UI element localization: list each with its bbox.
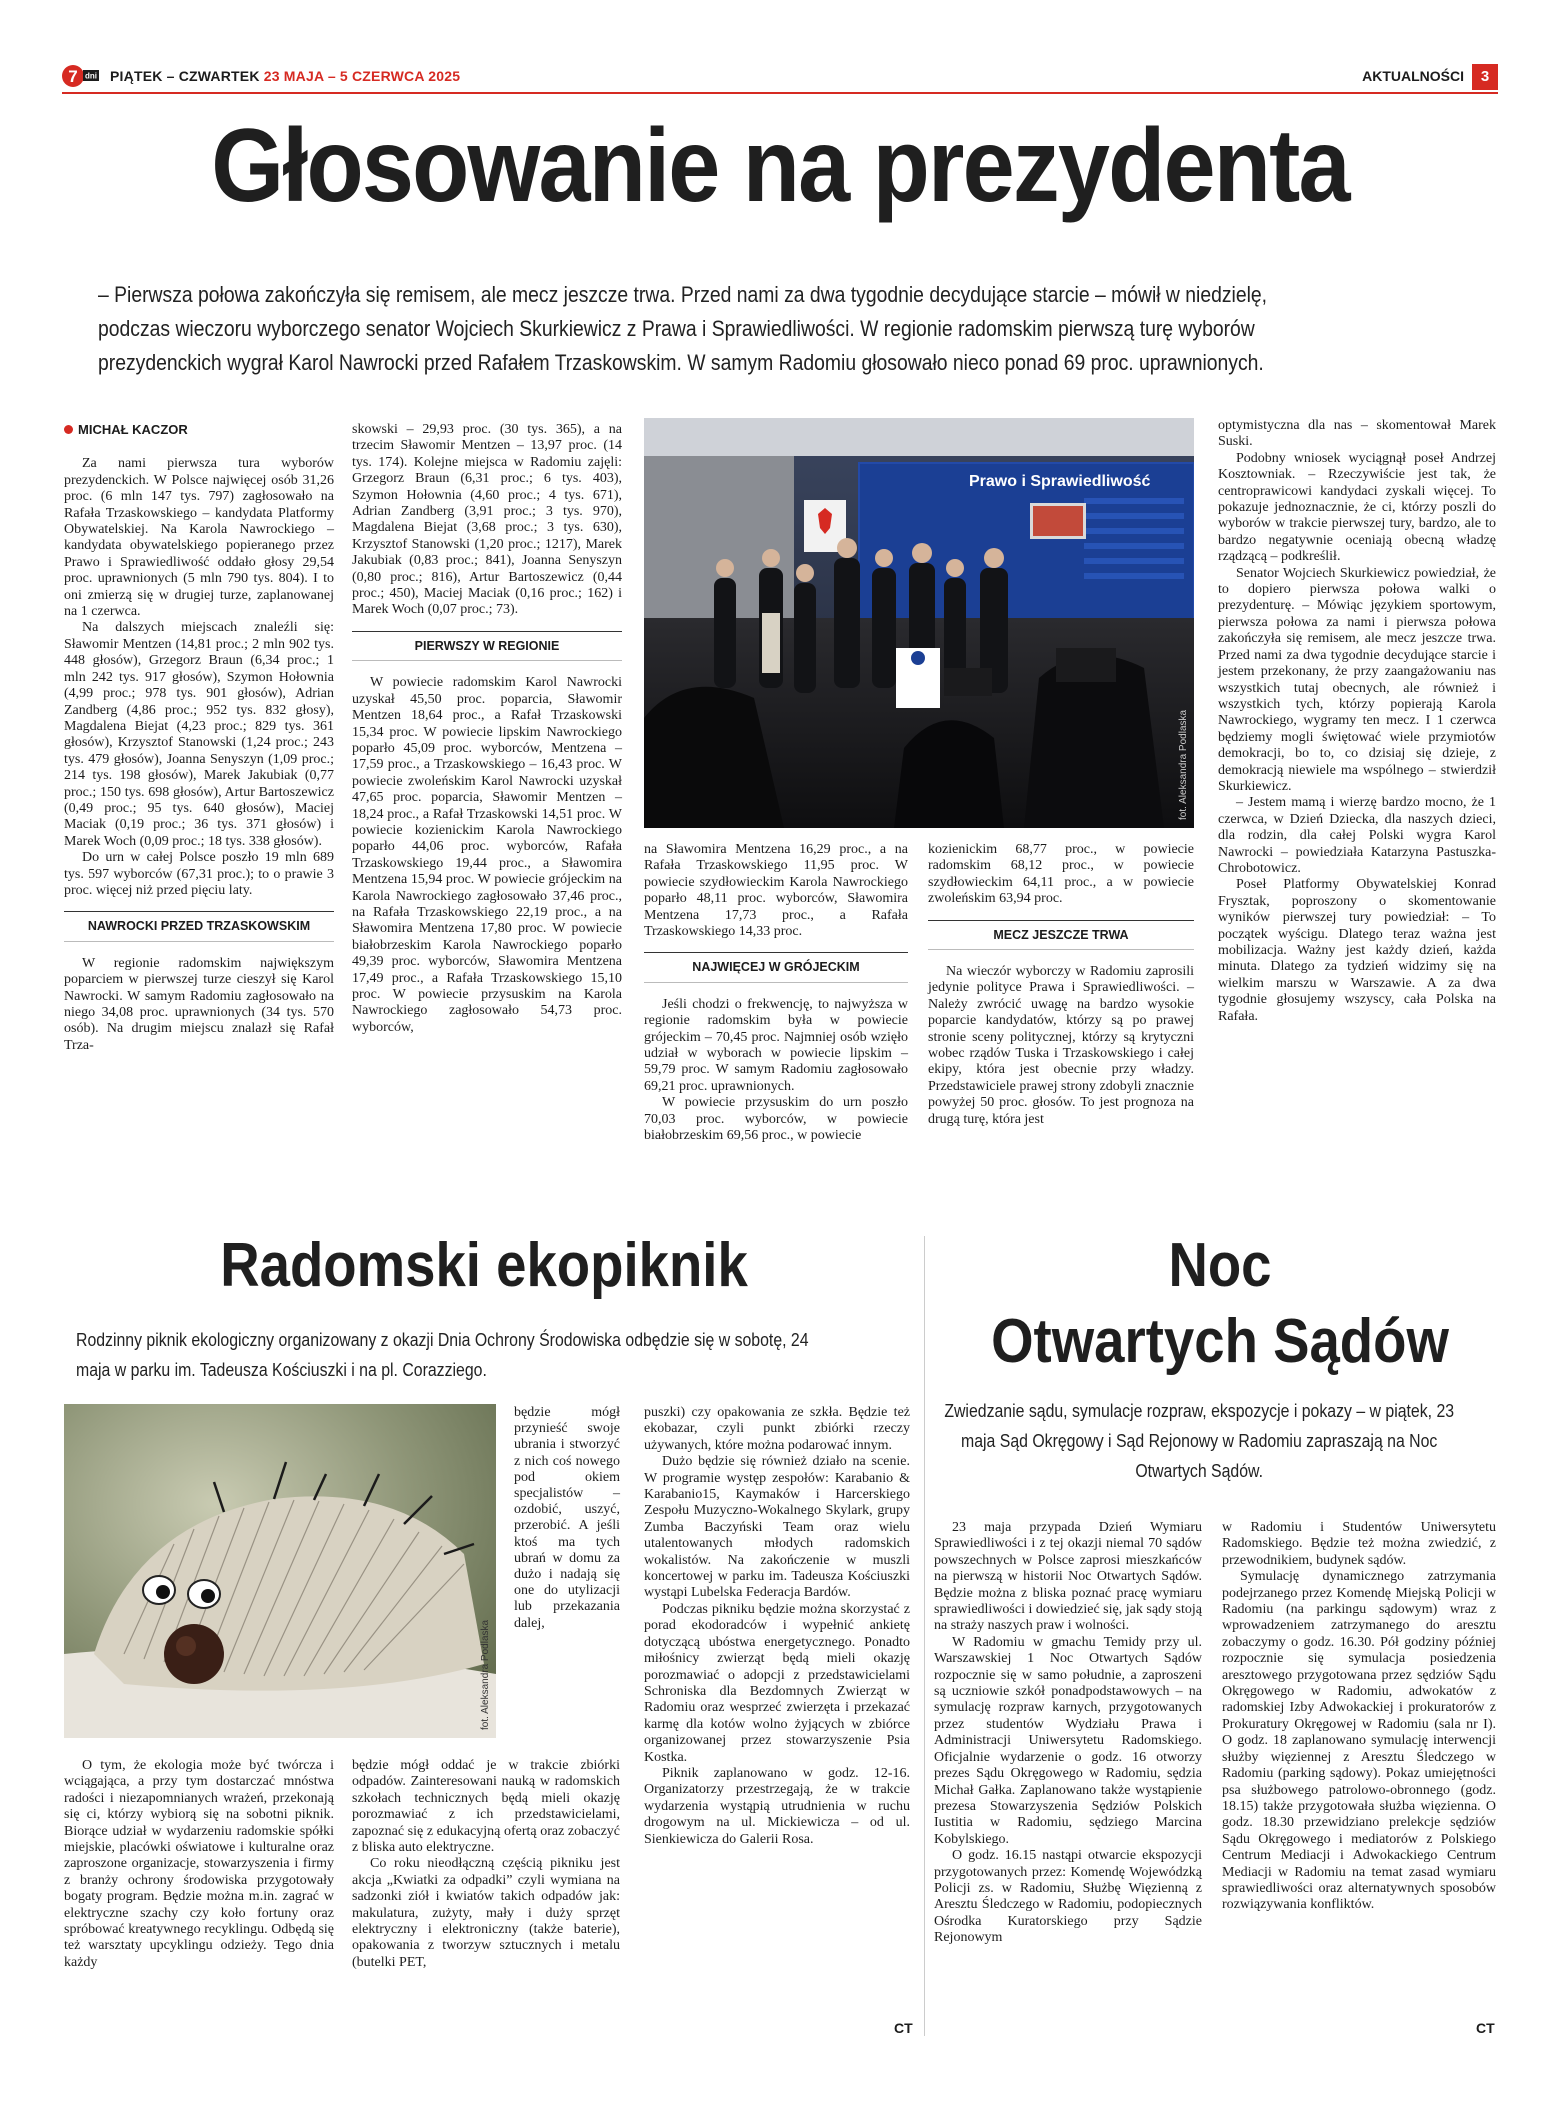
paragraph: W regionie radomskim największym poparciem w pierwszej turze cieszył się Karol Nawrocki. W samym Radomiu zagłosowało na niego 34,08 proc. uprawnionych (34 tys. 570 osób). Na drugim miejscu znalazł się Rafał Trza- (64, 955, 334, 1053)
paragraph: skowski – 29,93 proc. (30 tys. 365), a na trzecim Sławomir Mentzen – 13,97 proc. (14 tys. 174). Kolejne miejsca w Radomiu zajęli: Grzegorz Braun (6,31 proc.; 6 tys. 403), Szymon Hołownia (4,60 proc.; 4 tys. 671), Adrian Zandberg (3,91 proc.; 3 tys. 970), Magdalena Biejat (3,68 proc.; 3 tys. 630), Krzysztof Stanowski (1,20 proc.; 1217), Marek Jakubiak (0,83 proc.; 841), Joanna Senyszyn (0,80 proc.; 816), Artur Bartoszewicz (0,44 proc.; 450), Maciej Maciak (0,16 proc.; 162) i Marek Woch (0,07 proc.; 73). (352, 422, 622, 618)
issue-dates: 23 MAJA – 5 CZERWCA 2025 (263, 68, 461, 84)
paragraph: 23 maja przypada Dzień Wymiaru Sprawiedliwości i z tej okazji niemal 70 sądów powszechnych w Polsce zaprosi mieszkańców na pierwszą w historii Noc Otwartych Sądów. Będzie można z bliska poznać pracę wymiaru sprawiedliwości i dowiedzieć się, jak sądy stoją na straży naszych praw i wolności. (934, 1520, 1202, 1634)
paragraph: Na wieczór wyborczy w Radomiu zaprosili jedynie polityce Prawa i Sprawiedliwości. – Należy zwrócić uwagę na bardzo wysokie poparcie kandydatów, którzy są po prawej stronie sceny politycznej, którzy są krytyczni wobec rządów Tuska i Trzaskowskiego i całej ekipy, która jest obecnie przy władzy. Przedstawiciele prawej strony zdobyli znacznie powyżej 50 proc. głosów. To jest prognoza na drugą turę, która jest (928, 964, 1194, 1127)
page-header (62, 64, 1498, 94)
paragraph: będzie mógł przynieść swoje ubrania i stworzyć z nich coś nowego pod okiem specjalistów – ozdobić, uszyć, przerobić. A jeśli ktoś ma tych ubrań w domu za dużo i nadają się one do utylizacji lub przekazania dalej, (514, 1405, 620, 1631)
author-name: MICHAŁ KACZOR (78, 422, 188, 437)
section-name: AKTUALNOŚCI (1362, 68, 1464, 84)
subheading: NAJWIĘCEJ W GRÓJECKIM (644, 952, 908, 982)
bullet-icon (64, 425, 73, 434)
courts-headline-line1: Noc (1168, 1231, 1272, 1300)
photo-credit: fot. Aleksandra Podlaska (1178, 709, 1189, 820)
article-column-5 (1218, 418, 1496, 1025)
article-column-1 (64, 422, 334, 1054)
paragraph: O godz. 16.15 nastąpi otwarcie ekspozycji przygotowanych przez: Komendę Wojewódzką Policji zs. w Radomiu, Służbę Więzienną z Aresztu Śledczego w Radomiu, podopiecznych Ośrodka Kuratorskiego przy Sądzie Rejonowym (934, 1848, 1202, 1946)
paragraph: Co roku nieodłączną częścią pikniku jest akcja „Kwiatki za odpadki” czyli wymiana na sadzonki ziół i kwiatów takich odpadów jak: makulatura, zużyty, mały i duży sprzęt elektryczny i elektroniczny (także baterie), opakowania z tworzyw sztucznych i metalu (butelki PET, (352, 1856, 620, 1970)
paragraph: Piknik zaplanowano w godz. 12-16. Organizatorzy przestrzegają, że w trakcie wydarzenia wystąpią utrudnienia w ruchu drogowym na ul. Mickiewicza – od ul. Sienkiewicza do Galerii Rosa. (644, 1765, 910, 1847)
courts-headline (977, 1228, 1463, 1380)
newspaper-logo (62, 64, 100, 88)
courts-signature: CT (1476, 2020, 1495, 2036)
paragraph: W powiecie radomskim Karol Nawrocki uzyskał 45,50 proc. poparcia, Sławomir Mentzen 18,64 proc., a Rafał Trzaskowski 15,34 proc. W powiecie lipskim Nawrockiego poparło 45,09 proc. wyborców, Mentzena – 17,59 proc., a Trzaskowskiego – 16,43 proc. W powiecie zwoleńskim Karol Nawrocki uzyskał 47,65 proc. poparcia, Sławomir Mentzen – 18,24 proc., a Rafał Trzaskowski 14,51 proc. W powiecie kozienickim Karola Nawrockiego poparło 44,06 proc. wyborców, Rafała Trzaskowskiego 19,44 proc., a Sławomira Mentzena 15,94 proc. W powiecie grójeckim na Karola Nawrockiego zagłosowało 37,46 proc., na Rafała Trzaskowskiego 22,19 proc., a na Sławomira Mentzena 17,80 proc. W powiecie białobrzeskim Karola Nawrockiego poparło 49,39 proc. wyborców, Sławomira Mentzena 17,49 proc., a Rafała Trzaskowskiego 15,10 proc. W powiecie przysuskim na Karola Nawrockiego zagłosowało 54,73 proc. wyborców, (352, 675, 622, 1035)
courts-column-2 (1222, 1520, 1496, 1914)
paragraph: – Jestem mamą i wierzę bardzo mocno, że 1 czerwca, w Dzień Dziecka, dla naszych dzieci, dla rodzin, dla całej Polski wygra Karol Nawrocki – powiedziała Katarzyna Pastuszka-Chrobotowicz. (1218, 795, 1496, 876)
paragraph: Poseł Platformy Obywatelskiej Konrad Frysztak, poproszony o skomentowanie wyników pierwszej tury powiedział: – To początek wyścigu. Dlatego teraz ważna jest mobilizacja. Ważny jest każdy dzień, każda minuta. Dlatego za tydzień widzimy się na wielkim marszu w Warszawie. A za dwa tygodnie głosujemy wszyscy, cała Polska na Rafała. (1218, 877, 1496, 1024)
hedgehog-photo (64, 1404, 496, 1738)
issue-days: PIĄTEK – CZWARTEK (110, 68, 260, 84)
paragraph: na Sławomira Mentzena 16,29 proc., a na Rafała Trzaskowskiego 11,95 proc. W powiecie szydłowieckim Karola Nawrockiego poparło 48,11 proc. wyborców, Sławomira Mentzena 17,73 proc., a Rafała Trzaskowskiego 14,33 proc. (644, 842, 908, 940)
article-column-2 (352, 422, 622, 1036)
article-column-4 (928, 842, 1194, 1128)
paragraph: Podczas pikniku będzie można skorzystać z porad ekodoradców i wypełnić ankietę dotyczącą ubóstwa energetycznego. Ponadto miłośnicy zwierząt będą mieli okazję porozmawiać o adopcji z przedstawicielami Schroniska dla Bezdomnych Zwierząt w Radomiu oraz wesprzeć zwierzęta i przekazać karmę dla kotów wolno żyjących w zbiórce organizowanej przez stowarzyszenie Psia Kostka. (644, 1601, 910, 1765)
paragraph: kozienickim 68,77 proc., w powiecie radomskim 68,12 proc., w powiecie szydłowieckim 64,11 proc., a w powiecie zwoleńskim 63,94 proc. (928, 842, 1194, 907)
eko-column-3 (644, 1405, 910, 1848)
paragraph: O tym, że ekologia może być twórcza i wciągająca, a przy tym dostarczać mnóstwa radości i niezapomnianych wrażeń, przekonają się ci, którzy wybiorą się na sobotni piknik. Biorące udział w wydarzeniu radomskie spółki miejskie, placówki oświatowe i kulturalne oraz zaproszone organizacje, stowarzyszenia i firmy z branży ochrony środowiska przygotowały bogaty program. Będzie można m.in. zagrać w elektryczne szachy czy koło fortuny oraz spróbować kreatywnego recyklingu. Odbędą się też warsztaty upcyklingu odzieży. Tego dnia każdy (64, 1758, 334, 1970)
logo-number: 7 (68, 67, 78, 86)
issue-dateline (110, 68, 460, 84)
eko-narrow-column (514, 1405, 620, 1632)
courts-column-1 (934, 1520, 1202, 1947)
page-number: 3 (1472, 64, 1498, 90)
paragraph: w Radomiu i Studentów Uniwersytetu Radomskiego. Będzie też można zwiedzić, z przewodnikiem, budynek sądów. (1222, 1520, 1496, 1568)
paragraph: Do urn w całej Polsce poszło 19 mln 689 tys. 597 wyborców (67,31 proc.); to o prawie 3 proc. więcej niż przed pięciu laty. (64, 850, 334, 898)
author-byline (64, 422, 334, 438)
main-lead: – Pierwsza połowa zakończyła się remisem, ale mecz jeszcze trwa. Przed nami za dwa tygodnie decydujące starcie – mówił w niedzielę, podczas wieczoru wyborczego senator Wojciech Skurkiewicz z Prawa i Sprawiedliwości. W regionie radomskim pierwszą turę wyborów prezydenckich wygrał Karol Nawrocki przed Rafałem Trzaskowskim. W samym Radomiu głosowało nieco ponad 69 proc. uprawnionych. (98, 282, 1268, 375)
eko-signature: CT (894, 2020, 913, 2036)
subheading: NAWROCKI PRZED TRZASKOWSKIM (64, 911, 334, 941)
eko-column-2 (352, 1758, 620, 1971)
logo-sub: dni (85, 71, 97, 81)
paragraph: Na dalszych miejscach znaleźli się: Sławomir Mentzen (14,81 proc.; 2 mln 902 tys. 448 głosów), Grzegorz Braun (6,34 proc.; 1 mln 242 tys. 917 głosów), Szymon Hołownia (4,99 proc.; 978 tys. 901 głosów), Adrian Zandberg (4,86 proc.; 952 tys. 832 głosy), Magdalena Biejat (4,23 proc.; 829 tys. 361 głosów), Krzysztof Stanowski (1,24 proc.; 243 tys. 479 głosów), Joanna Senyszyn (1,09 proc.; 214 tys. 198 głosów), Marek Jakubiak (0,77 proc.; 150 tys. 698 głosów), Artur Bartoszewicz (0,49 proc.; 95 tys. 640 głosów), Maciej Maciak (0,19 proc.; 36 tys. 371 głosów) i Marek Woch (0,09 proc.; 18 tys. 338 głosów). (64, 620, 334, 849)
election-night-photo (644, 418, 1194, 828)
paragraph: Symulację dynamicznego zatrzymania podejrzanego przez Komendę Miejską Policji w Radomiu (na parkingu sądowym) wraz z wprowadzeniem zatrzymanego do aresztu zobaczymy o godz. 16.30. Pół godziny później rozpocznie się symulacja posiedzenia aresztowego przygotowana przez sędziów Sądu Okręgowego w Radomiu, adwokatów z radomskiej Izby Adwokackiej i prokuratorów z Prokuratury Okręgowej w Radomiu (sala nr I). O godz. 18 zaplanowano symulację interwencji służby więziennej z Aresztu Śledczego w Radomiu (parking sądowy). Pokaz umiejętności psa służbowego patrolowo-obronnego (godz. 18.15) także przygotowała służba więzienna. O godz. 18.30 przewidziano prelekcje sędziów Sądu Okręgowego i mediatorów z Polskiego Centrum Mediacji i Adwokackiego Centrum Mediacji w Radomiu na temat zasad wymiaru sprawiedliwości oraz alternatywnych sposobów rozwiązywania konfliktów. (1222, 1569, 1496, 1913)
paragraph: Jeśli chodzi o frekwencję, to najwyższa w regionie radomskim była w powiecie grójeckim – 70,45 proc. Najmniej osób wzięło udział w wyborach w powiecie lipskim – 59,79 proc. W samym Radomiu zagłosowało 69,21 proc. uprawnionych. (644, 996, 908, 1094)
courts-lead: Zwiedzanie sądu, symulacje rozpraw, ekspozycje i pokazy – w piątek, 23 maja Sąd Okręgowy i Sąd Rejonowy w Radomiu zapraszają na Noc Otwartych Sądów. (944, 1401, 1455, 1481)
subheading: MECZ JESZCZE TRWA (928, 920, 1194, 950)
paragraph: Senator Wojciech Skurkiewicz powiedział, że to dopiero pierwsza połowa walki o prezydenturę. – Mówiąc językiem sportowym, pierwsza połowa za nami i pierwsza połowa zakończyła się remisem, ale mecz jeszcze trwa. Przed nami za dwa tygodnie decydujące starcie i jestem przekonany, że przy zaangażowaniu nas wszystkich tutaj obecnych, ale również i wszystkich tych, którzy popierają Karola Nawrockiego, wygramy ten mecz. I 1 czerwca będziemy mogli świętować wiele przymiotów demokracji, bo to, co dzisiaj się dzieje, z demokracją niewiele ma wspólnego – stwierdził Skurkiewicz. (1218, 565, 1496, 794)
paragraph: W powiecie przysuskim do urn poszło 70,03 proc. wyborców, w powiecie białobrzeskim 69,56 proc., w powiecie (644, 1095, 908, 1144)
paragraph: Dużo będzie się również działo na scenie. W programie występ zespołów: Karabanio & Karabanio15, Kaymaków i Harcerskiego Zespołu Muzyczno-Wokalnego Skylark, grupy Zumba Baczyński Team oraz wielu utalentowanych młodych radomskich wokalistów. Na zakończenie w muszli koncertowej w parku im. Tadeusza Kościuszki wystąpi Lubelska Federacja Bardów. (644, 1454, 910, 1601)
eko-lead: Rodzinny piknik ekologiczny organizowany z okazji Dnia Ochrony Środowiska odbędzie się w sobotę, 24 maja w parku im. Tadeusza Kościuszki i na pl. Corazziego. (76, 1330, 809, 1380)
photo-illustration (64, 1404, 496, 1738)
paragraph: optymistyczna dla nas – skomentował Marek Suski. (1218, 418, 1496, 450)
eko-headline: Radomski ekopiknik (220, 1231, 748, 1300)
paragraph: W Radomiu w gmachu Temidy przy ul. Warszawskiej 1 Noc Otwartych Sądów rozpocznie się w samo południe, a zaproszeni są uczniowie szkół ponadpodstawowych – na symulację rozpraw karnych, przygotowanych przez studentów Wydziału Prawa i Administracji Uniwersytetu Radomskiego. Oficjalnie wydarzenie o godz. 16 otworzy prezes Sądu Okręgowego w Radomiu, sędzia Michał Gałka. Zaplanowano także wystąpienie prezesa Stowarzyszenia Sędziów Polskich Iustitia w Radomiu, sędziego Marcina Kobylskiego. (934, 1634, 1202, 1847)
article-column-3 (644, 842, 908, 1145)
banner-text: Prawo i Sprawiedliwość (969, 473, 1151, 490)
eko-column-1 (64, 1758, 334, 1971)
subheading: PIERWSZY W REGIONIE (352, 631, 622, 661)
paragraph: będzie mógł oddać je w trakcie zbiórki odpadów. Zainteresowani nauką w radomskich szkołach technicznych będą mieli okazję porozmawiać z ich przedstawicielami, zapoznać się z edukacyjną ofertą oraz zobaczyć z bliska auto elektryczne. (352, 1758, 620, 1856)
photo-illustration (644, 418, 1194, 828)
photo-credit: fot. Aleksandra Podlaska (480, 1619, 491, 1730)
courts-headline-line2: Otwartych Sądów (991, 1307, 1449, 1376)
paragraph: puszki) czy opakowania ze szkła. Będzie też ekobazar, czyli punkt zbiórki rzeczy używanych, które można podarować innym. (644, 1405, 910, 1453)
paragraph: Za nami pierwsza tura wyborów prezydenckich. W Polsce najwięcej osób 31,26 proc. (6 mln 147 tys. 797) zagłosowało na Rafała Trzaskowskiego – kandydata Platformy Obywatelskiej. Na Karola Nawrockiego – kandydata obywatelskiego popieranego przez Prawo i Sprawiedliwość oddało głosy 29,54 proc. uprawnionych (5 mln 790 tys. 804). I to oni zmierzą się w drugiej turze, zaplanowanej na 1 czerwca. (64, 456, 334, 620)
paragraph: Podobny wniosek wyciągnął poseł Andrzej Kosztowniak. – Rzeczywiście jest tak, że centroprawicowi kandydaci zyskali więcej. To pokazuje jednoznacznie, że ci, którzy poszli do wyborów w trakcie pierwszej tury, bardzo, ale to bardzo negatywnie oceniają obecną władzę rządzącą – podkreślił. (1218, 450, 1496, 565)
column-divider (924, 1236, 925, 2036)
main-headline: Głosowanie na prezydenta (211, 108, 1349, 224)
